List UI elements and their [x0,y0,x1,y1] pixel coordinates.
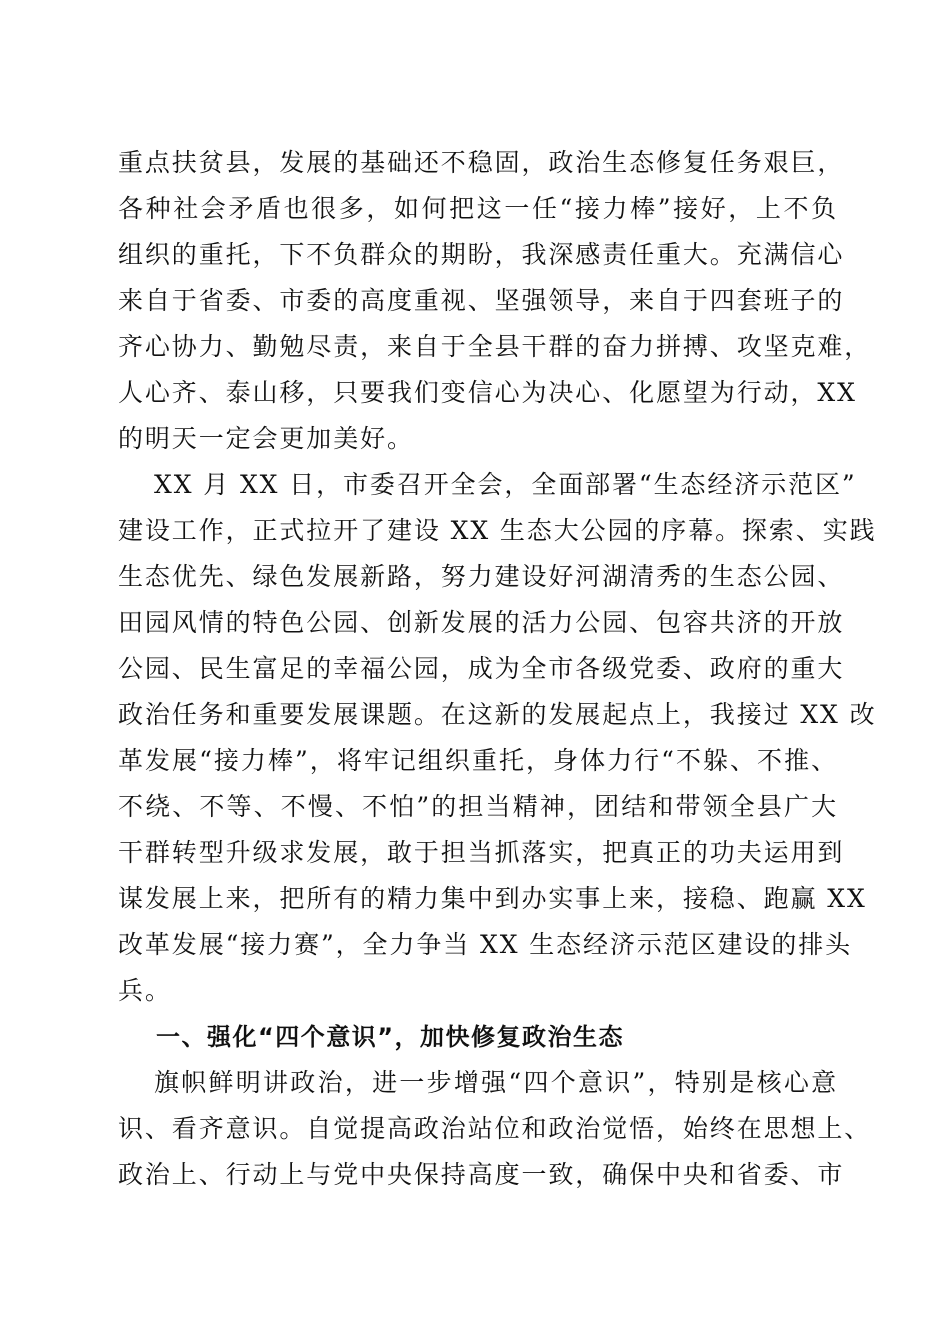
document-body [118,140,877,1198]
text-line: 生态优先、绿色发展新路，努力建设好河湖清秀的生态公园、 [118,562,845,591]
paragraph-1 [118,140,872,462]
text-line: 不绕、不等、不慢、不怕”的担当精神，团结和带领全县广大 [118,792,838,821]
text-line: 各种社会矛盾也很多，如何把这一任“接力棒”接好，上不负 [118,194,838,223]
text-line: 兵。 [118,976,172,1005]
paragraph-3 [118,1060,872,1198]
text-line: 的明天一定会更加美好。 [118,424,414,453]
text-line: 改革发展“接力赛”，全力争当 XX 生态经济示范区建设的排头 [118,930,853,959]
text-line: 公园、民生富足的幸福公园，成为全市各级党委、政府的重大 [118,654,845,683]
text-line: XX 月 XX 日，市委召开全会，全面部署“生态经济示范区” [154,470,857,499]
text-line: 谋发展上来，把所有的精力集中到办实事上来，接稳、跑赢 XX [118,884,867,913]
text-line: 来自于省委、市委的高度重视、坚强领导，来自于四套班子的 [118,286,845,315]
text-line: 重点扶贫县，发展的基础还不稳固，政治生态修复任务艰巨， [118,148,845,177]
text-line: 革发展“接力棒”，将牢记组织重托，身体力行“不躲、不推、 [118,746,838,775]
section-heading: 一、强化“四个意识”，加快修复政治生态 [156,1023,625,1051]
text-line: 人心齐、泰山移，只要我们变信心为决心、化愿望为行动，XX [118,378,857,407]
paragraph-2 [118,462,877,1014]
text-line: 政治上、行动上与党中央保持高度一致，确保中央和省委、市 [118,1160,845,1189]
text-line: 政治任务和重要发展课题。在这新的发展起点上，我接过 XX 改 [118,700,877,729]
text-line: 建设工作，正式拉开了建设 XX 生态大公园的序幕。探索、实践 [118,516,877,545]
text-line: 旗帜鲜明讲政治，进一步增强“四个意识”，特别是核心意 [154,1068,838,1097]
text-line: 干群转型升级求发展，敢于担当抓落实，把真正的功夫运用到 [118,838,845,867]
text-line: 组织的重托，下不负群众的期盼，我深感责任重大。充满信心 [118,240,845,269]
text-line: 识、看齐意识。自觉提高政治站位和政治觉悟，始终在思想上、 [118,1114,872,1143]
text-line: 田园风情的特色公园、创新发展的活力公园、包容共济的开放 [118,608,845,637]
text-line: 齐心协力、勤勉尽责，来自于全县干群的奋力拼搏、攻坚克难， [118,332,872,361]
